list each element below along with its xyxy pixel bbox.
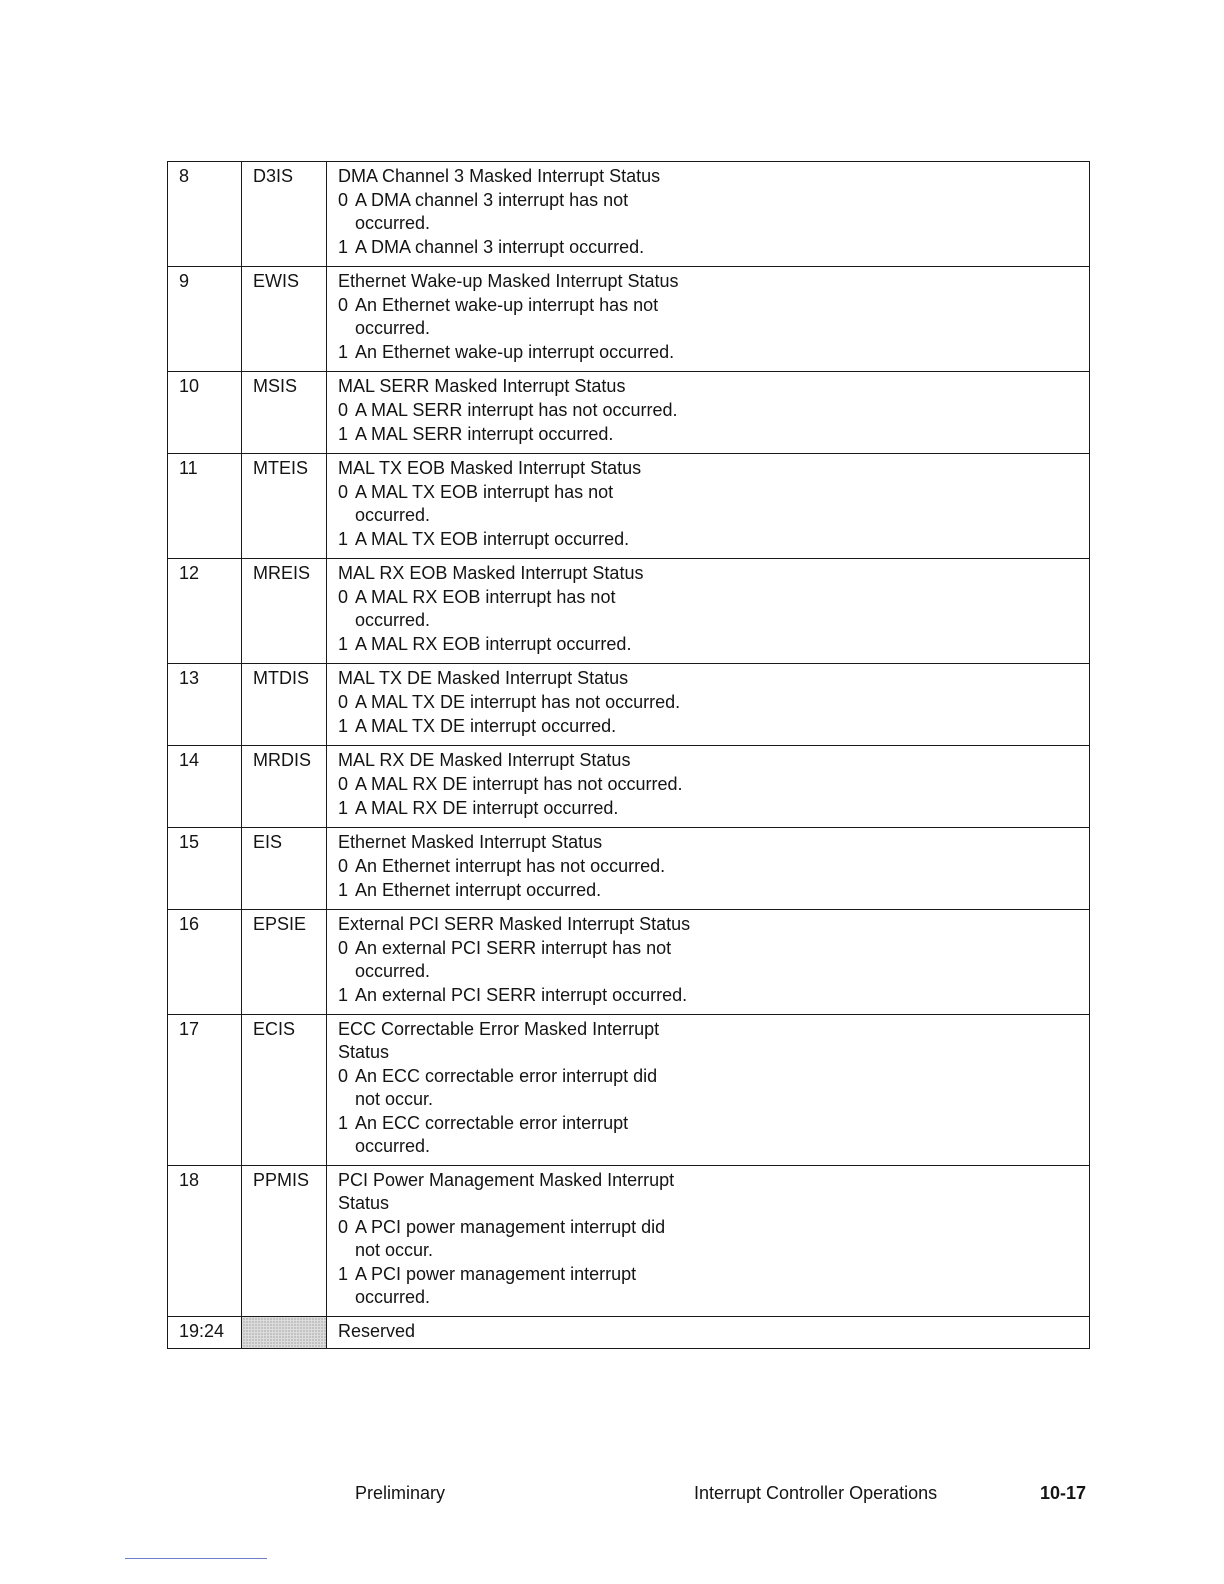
field-name: MSIS: [242, 372, 327, 454]
scan-edge-line: [125, 1558, 267, 1559]
option-text: A MAL SERR interrupt has not occurred.: [355, 400, 678, 420]
field-description: [327, 162, 1090, 267]
option-value: 1: [338, 798, 349, 818]
field-description: [327, 372, 1090, 454]
page-number: 10-17: [1040, 1483, 1087, 1503]
option-value: 1: [338, 424, 349, 444]
field-description: [327, 746, 1090, 828]
footer-chapter-title: Interrupt Controller Operations: [694, 1483, 938, 1503]
option-text: A MAL RX DE interrupt has not occurred.: [355, 774, 683, 794]
table-row: [168, 162, 1090, 267]
value-option: [338, 984, 693, 1007]
bit-number: 10: [168, 372, 242, 454]
field-name: EIS: [242, 828, 327, 910]
value-option: [338, 691, 718, 714]
option-text: A MAL TX EOB interrupt has not occurred.: [355, 482, 614, 525]
value-option: [338, 423, 708, 446]
value-option: [338, 1065, 683, 1111]
field-name: ECIS: [242, 1015, 327, 1166]
value-option: [338, 294, 698, 340]
option-value: 0: [338, 856, 349, 876]
reserved-field-shaded: [242, 1317, 327, 1349]
bit-number: 14: [168, 746, 242, 828]
value-option: [338, 773, 718, 796]
table-row: [168, 664, 1090, 746]
option-text: A MAL TX DE interrupt has not occurred.: [355, 692, 681, 712]
option-value: 0: [338, 1066, 349, 1086]
option-text: An Ethernet wake-up interrupt has not occurred.: [355, 295, 659, 338]
table-row: [168, 559, 1090, 664]
table-row: [168, 454, 1090, 559]
option-value: 0: [338, 482, 349, 502]
register-bit-table: [167, 161, 1090, 1349]
field-description: [327, 1317, 1090, 1349]
option-text: A DMA channel 3 interrupt has not occurred.: [355, 190, 629, 233]
option-text: A MAL TX DE interrupt occurred.: [355, 716, 617, 736]
table-row: [168, 1015, 1090, 1166]
option-text: An Ethernet wake-up interrupt occurred.: [355, 342, 675, 362]
option-value: 1: [338, 634, 349, 654]
field-description: [327, 910, 1090, 1015]
value-option: [338, 1216, 693, 1262]
field-name: EPSIE: [242, 910, 327, 1015]
bit-number: 16: [168, 910, 242, 1015]
table-row: [168, 267, 1090, 372]
bit-number: 9: [168, 267, 242, 372]
option-text: A MAL RX EOB interrupt occurred.: [355, 634, 632, 654]
option-text: A PCI power management interrupt occurred.: [355, 1264, 637, 1307]
bit-number: 13: [168, 664, 242, 746]
option-text: An ECC correctable error interrupt occurred.: [355, 1113, 629, 1156]
option-text: An Ethernet interrupt occurred.: [355, 880, 602, 900]
option-text: An ECC correctable error interrupt did not occur.: [355, 1066, 658, 1109]
value-option: [338, 236, 698, 259]
description-title: MAL RX EOB Masked Interrupt Status: [338, 563, 644, 583]
bit-number: 8: [168, 162, 242, 267]
option-value: 1: [338, 529, 349, 549]
description-title: MAL SERR Masked Interrupt Status: [338, 376, 626, 396]
value-option: [338, 399, 708, 422]
option-text: A PCI power management interrupt did not occur.: [355, 1217, 666, 1260]
value-option: [338, 797, 718, 820]
field-name: MTDIS: [242, 664, 327, 746]
field-name: MRDIS: [242, 746, 327, 828]
field-description: [327, 664, 1090, 746]
option-value: 1: [338, 716, 349, 736]
table-row: [168, 910, 1090, 1015]
value-option: [338, 586, 648, 632]
field-description: [327, 559, 1090, 664]
field-name: D3IS: [242, 162, 327, 267]
option-value: 1: [338, 342, 349, 362]
description-title: External PCI SERR Masked Interrupt Status: [338, 914, 691, 934]
value-option: [338, 879, 718, 902]
field-description: [327, 828, 1090, 910]
option-value: 0: [338, 587, 349, 607]
description-title: DMA Channel 3 Masked Interrupt Status: [338, 166, 661, 186]
option-value: 0: [338, 692, 349, 712]
description-title: Ethernet Wake-up Masked Interrupt Status: [338, 271, 679, 291]
footer-status: Preliminary: [355, 1483, 446, 1503]
register-bit-table-body: [168, 162, 1090, 1349]
option-value: 1: [338, 880, 349, 900]
value-option: [338, 1112, 683, 1158]
table-row: [168, 1166, 1090, 1317]
option-text: A MAL SERR interrupt occurred.: [355, 424, 614, 444]
value-option: [338, 937, 693, 983]
description-title: MAL RX DE Masked Interrupt Status: [338, 750, 631, 770]
bit-number: 11: [168, 454, 242, 559]
option-text: A DMA channel 3 interrupt occurred.: [355, 237, 645, 257]
value-option: [338, 1263, 693, 1309]
field-name: PPMIS: [242, 1166, 327, 1317]
value-option: [338, 528, 648, 551]
table-row: [168, 746, 1090, 828]
field-name: EWIS: [242, 267, 327, 372]
value-option: [338, 189, 698, 235]
description-title: MAL TX EOB Masked Interrupt Status: [338, 458, 642, 478]
field-description: [327, 267, 1090, 372]
option-text: A MAL RX EOB interrupt has not occurred.: [355, 587, 616, 630]
description-title: Ethernet Masked Interrupt Status: [338, 832, 603, 852]
option-value: 1: [338, 237, 349, 257]
option-value: 1: [338, 1264, 349, 1284]
field-description: [327, 1015, 1090, 1166]
description-title: PCI Power Management Masked Interrupt Status: [338, 1170, 675, 1213]
value-option: [338, 855, 718, 878]
option-value: 0: [338, 938, 349, 958]
option-value: 1: [338, 1113, 349, 1133]
option-text: An external PCI SERR interrupt has not occurred.: [355, 938, 672, 981]
option-text: A MAL TX EOB interrupt occurred.: [355, 529, 630, 549]
value-option: [338, 341, 698, 364]
option-text: An external PCI SERR interrupt occurred.: [355, 985, 688, 1005]
field-name: MTEIS: [242, 454, 327, 559]
option-text: A MAL RX DE interrupt occurred.: [355, 798, 619, 818]
option-text: An Ethernet interrupt has not occurred.: [355, 856, 666, 876]
table-row: [168, 372, 1090, 454]
bit-number: 18: [168, 1166, 242, 1317]
field-description: [327, 454, 1090, 559]
option-value: 1: [338, 985, 349, 1005]
option-value: 0: [338, 190, 349, 210]
bit-number: 15: [168, 828, 242, 910]
value-option: [338, 633, 648, 656]
field-name: MREIS: [242, 559, 327, 664]
table-row: [168, 1317, 1090, 1349]
table-row: [168, 828, 1090, 910]
bit-number: 12: [168, 559, 242, 664]
description-title: Reserved: [338, 1321, 416, 1341]
description-title: MAL TX DE Masked Interrupt Status: [338, 668, 629, 688]
value-option: [338, 481, 648, 527]
field-description: [327, 1166, 1090, 1317]
option-value: 0: [338, 295, 349, 315]
bit-number: 19:24: [168, 1317, 242, 1349]
description-title: ECC Correctable Error Masked Interrupt Status: [338, 1019, 660, 1062]
option-value: 0: [338, 400, 349, 420]
value-option: [338, 715, 718, 738]
option-value: 0: [338, 1217, 349, 1237]
bit-number: 17: [168, 1015, 242, 1166]
option-value: 0: [338, 774, 349, 794]
